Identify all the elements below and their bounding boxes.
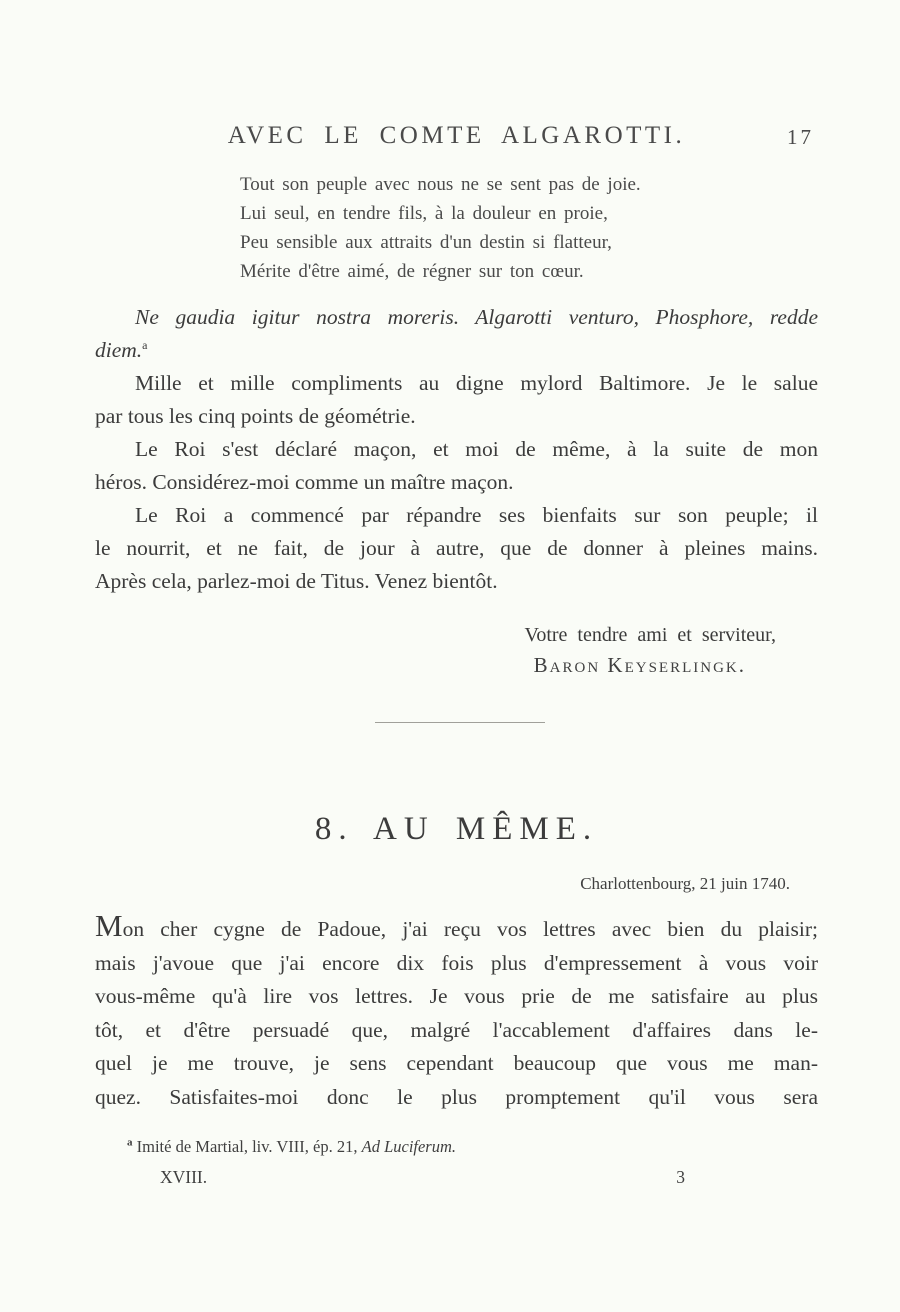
text-line: vous-même qu'à lire vos lettres. Je vous prie de me satisfaire au plus [95, 984, 818, 1008]
latin-quote-paragraph [95, 301, 818, 367]
volume-signature-mark: XVIII. [160, 1167, 208, 1187]
initial-capital: M [95, 908, 123, 943]
text-line: le nourrit, et ne fait, de jour à autre, que de donner à pleines mains. [95, 536, 818, 560]
text-line: Après cela, parlez-moi de Titus. Venez bientôt. [95, 569, 498, 593]
signature-name: Baron Keyserlingk. [533, 653, 746, 677]
section-divider-rule [375, 722, 545, 723]
text-line: Le Roi s'est déclaré maçon, et moi de même, à la suite de mon [135, 437, 818, 461]
text-line: tôt, et d'être persuadé que, malgré l'accablement d'affaires dans le- [95, 1017, 818, 1042]
footnote-marker: a [127, 1136, 133, 1149]
running-title: AVEC LE COMTE ALGAROTTI. [227, 122, 686, 149]
verse-line: Lui seul, en tendre fils, à la douleur en proie, [240, 203, 608, 224]
text-line: héros. Considérez-moi comme un maître maçon. [95, 470, 514, 494]
verse-line: Mérite d'être aimé, de régner sur ton cœur. [240, 261, 584, 282]
letter-7-body [95, 301, 818, 598]
letter-opening-paragraph [95, 910, 818, 1114]
text-line: par tous les cinq points de géométrie. [95, 404, 416, 428]
page-number: 17 [787, 125, 814, 149]
text-line: Le Roi a commencé par répandre ses bienfaits sur son peuple; il [135, 503, 818, 527]
running-header [95, 122, 818, 156]
verse-line: Tout son peuple avec nous ne se sent pas de joie. [240, 174, 641, 195]
signature-closing: Votre tendre ami et serviteur, [524, 624, 776, 646]
bienfaits-paragraph [95, 499, 818, 598]
text-line: quez. Satisfaites-moi donc le plus promptement qu'il vous sera [95, 1084, 818, 1109]
compliments-paragraph [95, 367, 818, 433]
macon-paragraph [95, 433, 818, 499]
letter-8-dateline: Charlottenbourg, 21 juin 1740. [580, 874, 790, 893]
verse-block [240, 170, 818, 286]
verse-line: Peu sensible aux attraits d'un destin si flatteur, [240, 232, 612, 253]
letter-8-body [95, 910, 818, 1114]
text-line: Mon cher cygne de Padoue, j'ai reçu vos lettres avec bien du plaisir; [95, 908, 818, 943]
footnote [127, 1136, 818, 1157]
text-line: Mille et mille compliments au digne mylord Baltimore. Je le salue [135, 371, 818, 395]
footnote-reference: a [142, 337, 148, 352]
text-line: diem.$^a$ [95, 337, 148, 362]
sheet-number: 3 [676, 1167, 685, 1187]
text-line: mais j'avoue que j'ai encore dix fois plus d'empressement à vous voir [95, 950, 818, 975]
page-content [95, 0, 818, 1188]
letter-8-heading: 8. AU MÊME. [314, 811, 599, 847]
text-line: Ne gaudia igitur nostra moreris. Algarotti venturo, Phosphore, redde [135, 305, 818, 329]
footnote-italic-title: Ad Luciferum. [361, 1137, 457, 1156]
footnote-text: Imité de Martial, liv. VIII, ép. 21, [132, 1137, 362, 1156]
folio-line [95, 1166, 818, 1188]
text-line: quel je me trouve, je sens cependant beaucoup que vous me man- [95, 1051, 818, 1075]
